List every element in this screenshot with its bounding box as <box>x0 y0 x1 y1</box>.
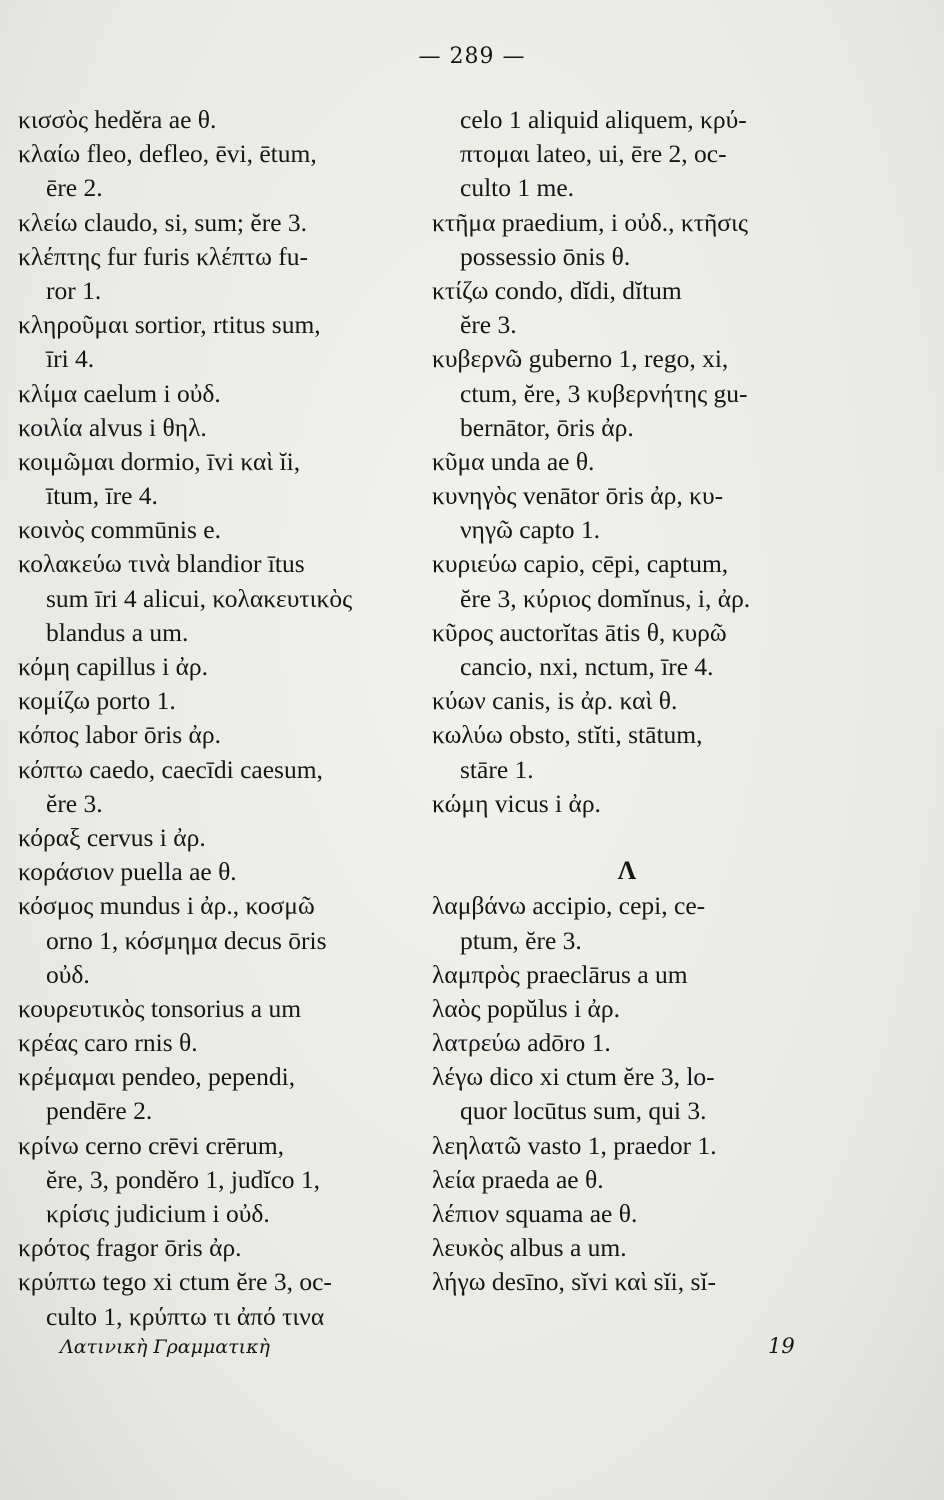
dictionary-line: νηγῶ capto 1. <box>460 515 601 545</box>
dictionary-line: κρέμαμαι pendeo, pependi, <box>18 1062 296 1092</box>
dictionary-line: κρέας caro rnis θ. <box>18 1028 198 1058</box>
dictionary-line: κλίμα caelum i οὐδ. <box>18 378 221 408</box>
dictionary-line: κλέπτης fur furis κλέπτω fu- <box>18 241 309 271</box>
dictionary-line: κύων canis, is ἀρ. καὶ θ. <box>432 686 678 716</box>
dictionary-line: λήγω desīno, sĭvi καὶ sĭi, sĭ- <box>432 1267 717 1297</box>
dictionary-line: quor locūtus sum, qui 3. <box>460 1096 707 1126</box>
dictionary-line: ror 1. <box>46 275 102 305</box>
dictionary-line: κλαίω fleo, defleo, ēvi, ētum, <box>18 139 317 169</box>
dictionary-line: īri 4. <box>46 344 95 374</box>
dictionary-line: ctum, ĕre, 3 κυβερνήτης gu- <box>460 378 748 408</box>
dictionary-line: possessio ōnis θ. <box>460 241 631 271</box>
dictionary-line: stāre 1. <box>460 754 534 784</box>
dictionary-line: ĕre 3. <box>460 310 517 340</box>
dictionary-line: ĕre, 3, pondĕro 1, judĭco 1, <box>46 1164 321 1194</box>
dictionary-line: κοράσιον puella ae θ. <box>18 857 237 887</box>
dictionary-line: ĕre 3. <box>46 788 103 818</box>
dictionary-line: κώμη vicus i ἀρ. <box>432 788 601 818</box>
left-column <box>18 103 418 1334</box>
dictionary-line: κόμη capillus i ἀρ. <box>18 652 209 681</box>
dictionary-line: κόπτω caedo, caecīdi caesum, <box>18 754 323 784</box>
dictionary-line: κῦμα unda ae θ. <box>432 446 595 476</box>
section-letter-lambda: Λ <box>617 855 637 885</box>
dictionary-line: κωλύω obsto, stĭti, stātum, <box>432 720 703 750</box>
dictionary-line: λαὸς popŭlus i ἀρ. <box>432 993 621 1023</box>
dictionary-line: κρίσις judicium i οὐδ. <box>46 1199 270 1228</box>
dictionary-line: λαμβάνω accipio, cepi, ce- <box>432 891 706 921</box>
dictionary-line: λέπιον squama ae θ. <box>432 1199 638 1229</box>
dictionary-line: κρύπτω tego xi ctum ĕre 3, oc- <box>18 1267 332 1297</box>
dictionary-line: κυριεύω capio, cēpi, captum, <box>432 549 729 579</box>
dictionary-line: κλείω claudo, si, sum; ĕre 3. <box>18 207 308 237</box>
dictionary-line: κοινὸς commūnis e. <box>18 515 221 545</box>
dictionary-line: κληροῦμαι sortior, rtitus sum, <box>18 310 321 340</box>
dictionary-line: λεηλατῶ vasto 1, praedor 1. <box>432 1130 717 1160</box>
dictionary-line: κρότος fragor ōris ἀρ. <box>18 1233 242 1263</box>
dictionary-line: κόραξ cervus i ἀρ. <box>18 822 206 852</box>
dictionary-line: λέγω dico xi ctum ĕre 3, lo- <box>432 1062 715 1092</box>
dictionary-line: κοιμῶμαι dormio, īvi καὶ ĭi, <box>18 446 301 476</box>
dictionary-line: κτίζω condo, dĭdi, dĭtum <box>432 275 682 305</box>
dictionary-line: ītum, īre 4. <box>46 481 158 511</box>
dictionary-line: sum īri 4 alicui, κολακευτικὸς <box>46 583 353 613</box>
dictionary-line: κισσὸς hedĕra ae θ. <box>18 105 217 134</box>
right-column <box>432 103 822 1300</box>
dictionary-line: κολακεύω τινὰ blandior ītus <box>18 549 305 579</box>
dictionary-line: κόπος labor ōris ἀρ. <box>18 720 221 750</box>
dictionary-line: ptum, ĕre 3. <box>460 925 582 955</box>
dictionary-line: κουρευτικὸς tonsorius a um <box>18 993 302 1023</box>
dictionary-line: κρίνω cerno crēvi crērum, <box>18 1130 285 1160</box>
dictionary-line: κόσμος mundus i ἀρ., κοσμῶ <box>18 891 315 921</box>
dictionary-line: blandus a um. <box>46 617 189 647</box>
dictionary-line: οὐδ. <box>46 959 90 989</box>
dictionary-line: κῦρος auctorĭtas ātis θ, κυρῶ <box>432 617 727 647</box>
dictionary-line: κομίζω porto 1. <box>18 686 176 716</box>
dictionary-line: orno 1, κόσμημα decus ōris <box>46 925 327 955</box>
dictionary-line: culto 1, κρύπτω τι ἀπό τινα <box>46 1301 325 1331</box>
footer-book-title: Λατινικὴ Γραμματικὴ <box>60 1336 270 1358</box>
dictionary-line: ĕre 3, κύριος domĭnus, i, ἀρ. <box>460 583 751 613</box>
dictionary-line: pendēre 2. <box>46 1096 153 1126</box>
page-number: — 289 — <box>418 44 526 69</box>
dictionary-line: culto 1 me. <box>460 173 575 203</box>
dictionary-line: πτομαι lateo, ui, ēre 2, oc- <box>460 139 727 169</box>
dictionary-line: ēre 2. <box>46 173 103 203</box>
right-column-bottom <box>432 889 822 1299</box>
dictionary-line: κυβερνῶ guberno 1, rego, xi, <box>432 344 729 374</box>
dictionary-line: λαμπρὸς praeclārus a um <box>432 959 688 989</box>
dictionary-line: λατρεύω adōro 1. <box>432 1028 611 1058</box>
dictionary-line: celo 1 aliquid aliquem, κρύ- <box>460 105 747 134</box>
dictionary-line: κοιλία alvus i θηλ. <box>18 412 207 442</box>
right-column-top <box>432 103 822 821</box>
dictionary-line: bernātor, ōris ἀρ. <box>460 412 634 442</box>
dictionary-line: λευκὸς albus a um. <box>432 1233 627 1263</box>
dictionary-line: κυνηγὸς venātor ōris ἀρ, κυ- <box>432 481 724 511</box>
dictionary-line: cancio, nxi, nctum, īre 4. <box>460 652 714 681</box>
dictionary-line: λεία praeda ae θ. <box>432 1164 604 1194</box>
footer-signature-number: 19 <box>768 1334 795 1358</box>
dictionary-line: κτῆμα praedium, i οὐδ., κτῆσις <box>432 207 748 237</box>
